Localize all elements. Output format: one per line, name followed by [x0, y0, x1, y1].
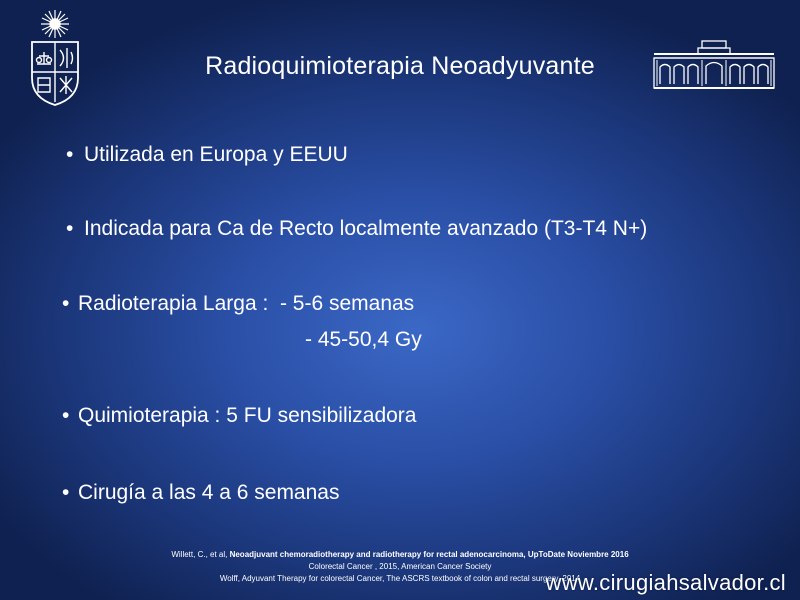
- bullet-text: Indicada para Ca de Recto localmente avanzado (T3-T4 N+): [84, 217, 648, 240]
- bullet-item: [62, 292, 414, 316]
- bullet-item: [62, 404, 416, 428]
- bullet-icon: •: [66, 217, 74, 240]
- bullet-item: [66, 217, 647, 241]
- bullet-text: Cirugía a las 4 a 6 semanas: [78, 481, 340, 504]
- reference-line: [0, 549, 800, 561]
- bullet-icon: •: [62, 481, 70, 504]
- slide-title: Radioquimioterapia Neoadyuvante: [205, 52, 595, 80]
- reference-authors: Willett, C., et al,: [171, 550, 230, 559]
- bullet-sub-line: - 45-50,4 Gy: [305, 328, 422, 351]
- reference-line: Colorectal Cancer , 2015, American Cancer Society: [308, 562, 492, 571]
- reference-title: Neoadjuvant chemoradiotherapy and radiotherapy for rectal adenocarcinoma, UpToDate Noviembre 2016: [229, 550, 629, 559]
- bullet-text: Utilizada en Europa y EEUU: [84, 143, 348, 166]
- bullet-icon: •: [62, 292, 70, 315]
- bullet-text: Quimioterapia : 5 FU sensibilizadora: [78, 404, 417, 427]
- bullet-icon: •: [66, 143, 74, 166]
- bullet-text: Radioterapia Larga : - 5-6 semanas: [78, 292, 415, 315]
- bullet-icon: •: [62, 404, 70, 427]
- bullet-item: [62, 481, 339, 505]
- bullet-item: [66, 143, 348, 167]
- reference-line: Wolff, Adyuvant Therapy for colorectal Cancer, The ASCRS textbook of colon and rectal surgery, 2014: [219, 574, 581, 583]
- website-url: www.cirugiahsalvador.cl: [545, 570, 786, 595]
